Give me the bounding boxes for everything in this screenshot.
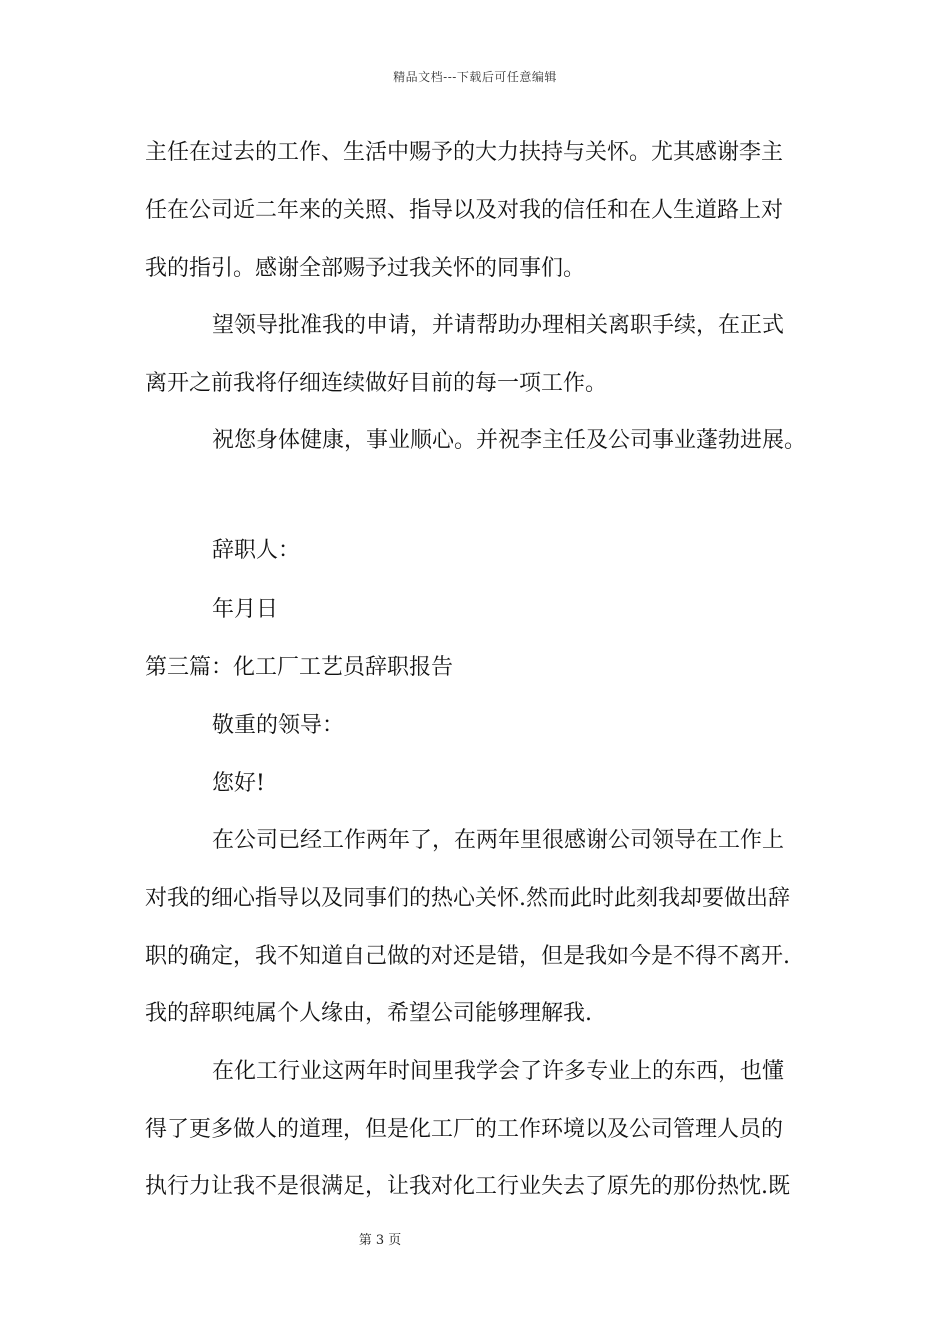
body-line: 对我的细心指导以及同事们的热心关怀.然而此时此刻我却要做出辞 — [145, 886, 790, 911]
page-header: 精品文档---下载后可任意编辑 — [393, 70, 557, 84]
body-line: 在公司已经工作两年了，在两年里很感谢公司领导在工作上 — [212, 828, 785, 853]
section-heading: 第三篇：化工厂工艺员辞职报告 — [145, 655, 454, 680]
body-line: 离开之前我将仔细连续做好目前的每一项工作。 — [145, 371, 608, 396]
body-line: 任在公司近二年来的关照、指导以及对我的信任和在人生道路上对 — [145, 198, 784, 223]
signature-label: 辞职人： — [212, 538, 301, 563]
body-line: 执行力让我不是很满足，让我对化工行业失去了原先的那份热忱.既 — [145, 1174, 790, 1199]
date-label: 年月日 — [212, 597, 279, 622]
body-line: 望领导批准我的申请，并请帮助办理相关离职手续，在正式 — [212, 313, 785, 338]
body-line: 祝您身体健康，事业顺心。并祝李主任及公司事业蓬勃进展。 — [212, 428, 807, 453]
salutation: 敬重的领导： — [212, 713, 345, 738]
body-line: 主任在过去的工作、生活中赐予的大力扶持与关怀。尤其感谢李主 — [145, 140, 784, 165]
body-line: 得了更多做人的道理，但是化工厂的工作环境以及公司管理人员的 — [145, 1117, 784, 1142]
page-number: 第 3 页 — [358, 1233, 402, 1248]
greeting: 您好! — [212, 771, 265, 796]
body-line: 我的指引。感谢全部赐予过我关怀的同事们。 — [145, 256, 586, 281]
body-line: 我的辞职纯属个人缘由，希望公司能够理解我. — [145, 1001, 592, 1026]
body-line: 职的确定，我不知道自己做的对还是错，但是我如今是不得不离开. — [145, 944, 790, 969]
body-line: 在化工行业这两年时间里我学会了许多专业上的东西，也懂 — [212, 1059, 785, 1084]
